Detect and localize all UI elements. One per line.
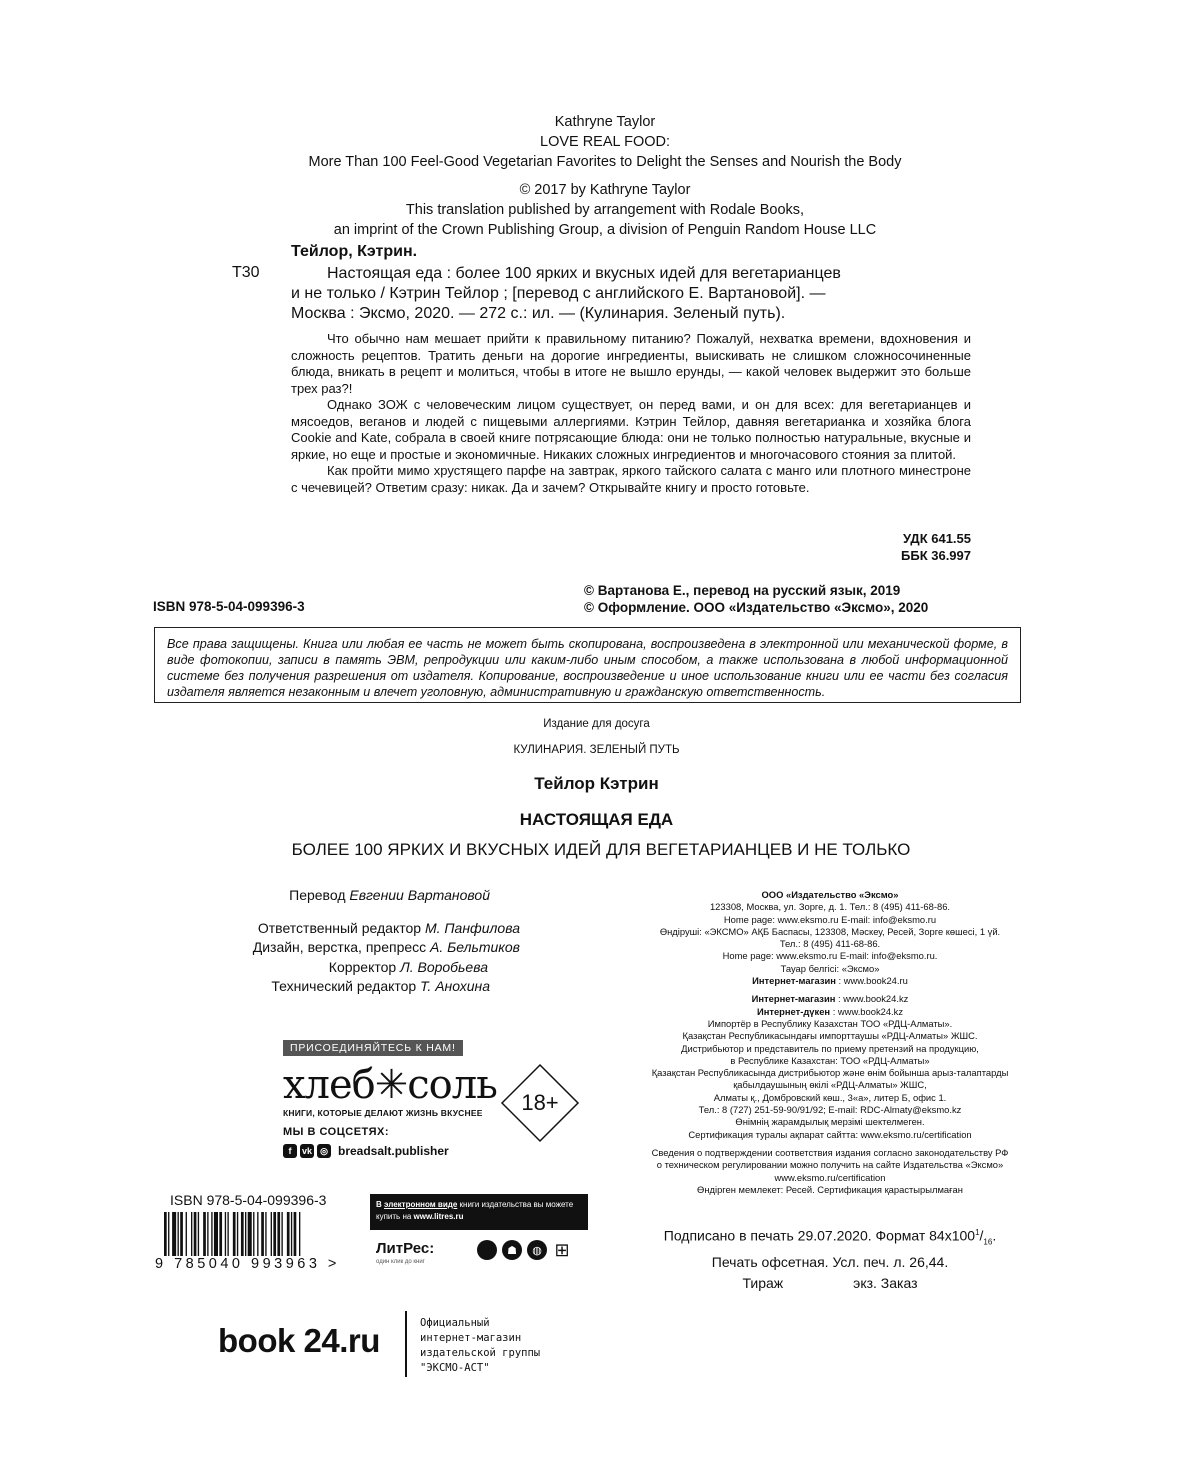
format-numerator: 1	[975, 1228, 980, 1237]
publisher-line: 123308, Москва, ул. Зорге, д. 1. Тел.: 8 (495) 411-68-86.	[709, 901, 951, 913]
catalog-line-1: Настоящая еда : более 100 ярких и вкусных идей для вегетарианцев	[327, 265, 841, 282]
barcode-isbn: ISBN 978-5-04-099396-3	[170, 1192, 327, 1208]
litres-url[interactable]: www.litres.ru	[413, 1212, 464, 1221]
barcode-bar	[253, 1212, 254, 1256]
platform-icons	[477, 1240, 572, 1260]
book24-desc-line: "ЭКСМО-АСТ"	[420, 1362, 490, 1374]
format-denominator: 16	[983, 1237, 993, 1247]
staff-role: Перевод	[289, 887, 350, 903]
shop-line	[620, 975, 1040, 987]
age-rating-badge	[500, 1063, 580, 1143]
catalog-line-3: Москва : Эксмо, 2020. — 272 с.: ил. — (Кулинария. Зеленый путь).	[291, 305, 786, 322]
vk-icon[interactable]: vk	[301, 1146, 312, 1156]
barcode-bar	[225, 1212, 226, 1256]
barcode-bar	[291, 1212, 292, 1256]
barcode-bar	[241, 1212, 244, 1256]
barcode-bar	[164, 1212, 167, 1256]
barcode-bar	[271, 1212, 272, 1256]
annotation-paragraph: Что обычно нам мешает прийти к правильному питанию? Пожалуй, нехватка времени, вдохновения и сложность рецептов. Тратить деньги на дорогие ингредиенты, выискивать не слишком сложносочиненные блюда, вникать в рецепт и молиться, чтобы в итоге не вышло ерунды, — какой человек выдержит это больше трех раз?!	[291, 331, 971, 396]
staff-name: М. Панфилова	[424, 919, 520, 936]
catalog-line-2: и не только / Кэтрин Тейлор ; [перевод с английского Е. Вартановой]. —	[291, 285, 826, 302]
subtitle-ru: БОЛЕЕ 100 ЯРКИХ И ВКУСНЫХ ИДЕЙ ДЛЯ ВЕГЕТАРИАНЦЕВ И НЕ ТОЛЬКО	[291, 840, 911, 859]
barcode-bar	[194, 1212, 197, 1256]
catalog-heading: Тейлор, Кэтрин.	[291, 243, 418, 260]
zakaz-label: экз. Заказ	[853, 1275, 918, 1292]
publisher-line: Өндіруші: «ЭКСМО» АҚБ Баспасы, 123308, Мәскеу, Ресей, Зорге көшесі, 1 үй.	[659, 925, 1001, 937]
copyright-translation: © Вартанова Е., перевод на русский язык, 2019	[584, 583, 901, 598]
book24-desc-line: Официальный	[420, 1317, 490, 1329]
copyright-design: © Оформление. ООО «Издательство «Эксмо», 2020	[584, 600, 929, 615]
publisher-name: ООО «Издательство «Эксмо»	[761, 889, 899, 900]
book24-logo[interactable]: book 24.ru	[218, 1322, 380, 1359]
barcode-bar	[273, 1212, 276, 1256]
publisher-line: Тауар белгісі: «Эксмо»	[780, 962, 880, 974]
instagram-icon[interactable]: ◎	[317, 1144, 331, 1158]
publisher-line: www.eksmo.ru/certification	[774, 1171, 886, 1183]
litres-promo-c: книги издательства вы можете купить на	[376, 1200, 574, 1221]
title-ru: НАСТОЯЩАЯ ЕДА	[519, 810, 674, 829]
catalog-code: Т30	[232, 264, 260, 281]
copyrights-ru	[584, 582, 928, 616]
annotation-paragraph: Однако ЗОЖ с человеческим лицом существует, он перед вами, и он для всех: для вегетарианцев и мясоедов, веганов и людей с пищевыми аллергиями. Кэтрин Тейлор, давняя вегетарианка и хозяйка блога Cookie and Kate, собрала в своей книге потрясающие блюда: они не только полностью натуральные, вкусные и яркие, но еще и простые и экономичные. Никаких сложных ингредиентов и многочасового стояния за плитой.	[291, 397, 971, 462]
logo-tagline: КНИГИ, КОТОРЫЕ ДЕЛАЮТ ЖИЗНЬ ВКУСНЕЕ	[283, 1108, 483, 1118]
book24-desc-line: интернет-магазин	[420, 1332, 522, 1344]
tirazh-label: Тираж	[742, 1275, 784, 1292]
udk: УДК 641.55	[903, 531, 971, 546]
staff-name: Т. Анохина	[420, 978, 490, 994]
barcode-bar	[245, 1212, 246, 1256]
barcode-bar	[294, 1212, 297, 1256]
age-rating: 18+	[521, 1090, 559, 1115]
staff-row	[0, 919, 520, 939]
barcode-bar	[287, 1212, 290, 1256]
publisher-line: Қазақстан Республикасындағы импорттаушы «РДЦ-Алматы» ЖШС.	[682, 1030, 978, 1042]
staff-name: Евгении Вартановой	[349, 887, 490, 903]
staff-row	[0, 977, 490, 997]
windows-icon[interactable]: ⊞	[554, 1239, 570, 1260]
barcode-bar	[178, 1212, 179, 1256]
author-ru: Тейлор Кэтрин	[534, 774, 659, 793]
bbk: ББК 36.997	[901, 548, 971, 563]
publisher-line: Алматы қ., Домбровский көш., 3«а», литер Б, офис 1.	[713, 1091, 947, 1103]
publisher-line: Сертификация туралы ақпарат сайтта: www.eksmo.ru/certification	[688, 1128, 972, 1140]
staff-role: Дизайн, верстка, препресс	[252, 939, 431, 955]
staff-row	[0, 886, 490, 906]
original-author: Kathryne Taylor	[554, 114, 656, 130]
staff-role: Корректор	[328, 958, 401, 975]
barcode-bar	[299, 1212, 300, 1256]
rights-notice: Все права защищены. Книга или любая ее часть не может быть скопирована, воспроизведена в электронной или механической форме, в виде фотокопии, записи в память ЭВМ, репродукции или каким-либо иным способом, а также использована в любой информационной системе без получения разрешения от издателя. Копирование, воспроизведение и иное использование книги или ее части без согласия издателя является незаконным и влечет уголовную, административную и гражданскую ответственность.	[154, 627, 1021, 703]
publisher-line: о техническом регулировании можно получить на сайте Издательства «Эксмо»	[656, 1159, 1004, 1171]
print-signed: Подписано в печать 29.07.2020. Формат $84x100^1/_{16}$.	[663, 1227, 997, 1247]
publisher-line: Өндірген мемлекет: Ресей. Сертификация қарастырылмаған	[697, 1183, 963, 1195]
barcode-bar	[237, 1212, 238, 1256]
apple-icon[interactable]	[477, 1240, 497, 1260]
book24-description	[420, 1316, 540, 1376]
publisher-line: Тел.: 8 (727) 251-59-90/91/92; E-mail: RDC-Almaty@eksmo.kz	[698, 1104, 962, 1116]
barcode-bar	[219, 1212, 222, 1256]
barcode-bar	[172, 1212, 176, 1256]
catalog-body	[291, 264, 971, 324]
original-edition	[200, 112, 1010, 172]
barcode-bar	[233, 1212, 236, 1256]
barcode-number: 9 785040 993963 >	[155, 1256, 340, 1272]
barcode-bar	[203, 1212, 206, 1256]
publisher-line: қабылдаушының өкілі «РДЦ-Алматы» ЖШС,	[733, 1079, 927, 1091]
publisher-line: Импортёр в Республику Казахстан ТОО «РДЦ-Алматы».	[707, 1017, 953, 1029]
shop-url: : www.book24.kz	[835, 993, 909, 1005]
barcode-bar	[211, 1212, 212, 1256]
barcode-bar	[214, 1212, 218, 1256]
android-icon[interactable]: ☗	[502, 1240, 522, 1260]
barcode-bar	[180, 1212, 183, 1256]
shop-url: : www.book24.kz	[830, 1005, 904, 1017]
annotation	[291, 331, 971, 496]
join-us-banner: ПРИСОЕДИНЯЙТЕСЬ К НАМ!	[283, 1040, 463, 1056]
divider	[405, 1311, 407, 1377]
staff-list	[0, 886, 520, 997]
classification	[901, 530, 971, 564]
series: КУЛИНАРИЯ. ЗЕЛЕНЫЙ ПУТЬ	[513, 744, 680, 756]
print-format: Подписано в печать 29.07.2020. Формат 84x100	[663, 1227, 976, 1244]
barcode-bar	[248, 1212, 252, 1256]
print-info	[620, 1222, 1040, 1294]
social-row	[283, 1144, 449, 1158]
barcode-bar	[207, 1212, 208, 1256]
print-line-3	[620, 1273, 1040, 1294]
original-title: LOVE REAL FOOD:	[540, 134, 670, 150]
barcode-bar	[261, 1212, 264, 1256]
shop-line	[620, 993, 1040, 1005]
shop-label: Интернет-магазин	[751, 993, 836, 1005]
publisher-line: Дистрибьютор и представитель по приему претензий на продукцию,	[681, 1042, 979, 1054]
barcode-bar	[257, 1212, 258, 1256]
shop-line	[620, 1006, 1040, 1018]
barcode-bar	[281, 1212, 282, 1256]
staff-row	[0, 958, 488, 978]
staff-name: Л. Воробьева	[400, 958, 488, 975]
shop-label: Интернет-магазин	[752, 975, 836, 987]
publisher-line: Өнімнің жарамдылық мерзімі шектелмеген.	[735, 1116, 925, 1128]
translation-line-1: This translation published by arrangement with Rodale Books,	[405, 202, 805, 218]
staff-row	[0, 938, 520, 958]
translation-line-2: an imprint of the Crown Publishing Group, a division of Penguin Random House LLC	[333, 222, 877, 238]
barcode	[160, 1212, 350, 1262]
barcode-bar	[198, 1212, 199, 1256]
social-handle[interactable]: breadsalt.publisher	[338, 1144, 449, 1158]
book24-desc-line: издательской группы	[420, 1347, 541, 1359]
shop-url: : www.book24.ru	[835, 975, 908, 987]
barcode-bar	[277, 1212, 280, 1256]
social-heading: МЫ В СОЦСЕТЯХ:	[283, 1126, 390, 1138]
staff-role: Ответственный редактор	[257, 919, 425, 936]
publisher-line: в Республике Казахстан: ТОО «РДЦ-Алматы»	[730, 1054, 930, 1066]
print-line-2: Печать офсетная. Усл. печ. л. 26,44.	[711, 1254, 949, 1271]
staff-name: А. Бельтиков	[430, 939, 520, 955]
barcode-bar	[227, 1212, 228, 1256]
original-rights	[200, 180, 1010, 240]
litres-tagline: один клик до книг	[376, 1259, 425, 1265]
publisher-line: Қазақстан Республикасында дистрибьютор және өнім бойынша арыз-талаптарды	[651, 1067, 1009, 1079]
barcode-bar	[265, 1212, 266, 1256]
publisher-line: Home page: www.eksmo.ru E-mail: info@eksmo.ru	[723, 913, 937, 925]
staff-role: Технический редактор	[271, 978, 421, 994]
litres-promo-b: электронном виде	[384, 1200, 458, 1209]
publisher-line: Сведения о подтверждении соответствия издания согласно законодательству РФ	[651, 1146, 1009, 1158]
annotation-paragraph: Как пройти мимо хрустящего парфе на завтрак, яркого тайского салата с манго или плотного минестроне с чечевицей? Ответим сразу: никак. Да и зачем? Открывайте книгу и просто готовьте.	[291, 463, 971, 495]
litres-promo[interactable]	[370, 1194, 588, 1230]
publisher-line: Home page: www.eksmo.ru E-mail: info@eksmo.ru.	[722, 950, 938, 962]
publisher-info	[620, 889, 1040, 1196]
barcode-bar	[168, 1212, 169, 1256]
isbn-main: ISBN 978-5-04-099396-3	[153, 599, 305, 614]
barcode-bar	[191, 1212, 192, 1256]
publisher-line: Тел.: 8 (495) 411-68-86.	[779, 938, 881, 950]
edition-type: Издание для досуга	[543, 718, 650, 730]
litres-promo-a: В	[376, 1200, 384, 1209]
windows-phone-icon[interactable]: ◍	[527, 1240, 547, 1260]
original-subtitle: More Than 100 Feel-Good Vegetarian Favorites to Delight the Senses and Nourish the Body	[308, 154, 902, 170]
litres-logo: ЛитРес:	[376, 1240, 435, 1257]
facebook-icon[interactable]: f	[283, 1144, 297, 1158]
barcode-bar	[186, 1212, 187, 1256]
breadsalt-logo: хлеб✳соль	[283, 1062, 497, 1108]
original-copyright: © 2017 by Kathryne Taylor	[519, 182, 691, 198]
shop-label: Интернет-дүкен	[756, 1005, 831, 1017]
